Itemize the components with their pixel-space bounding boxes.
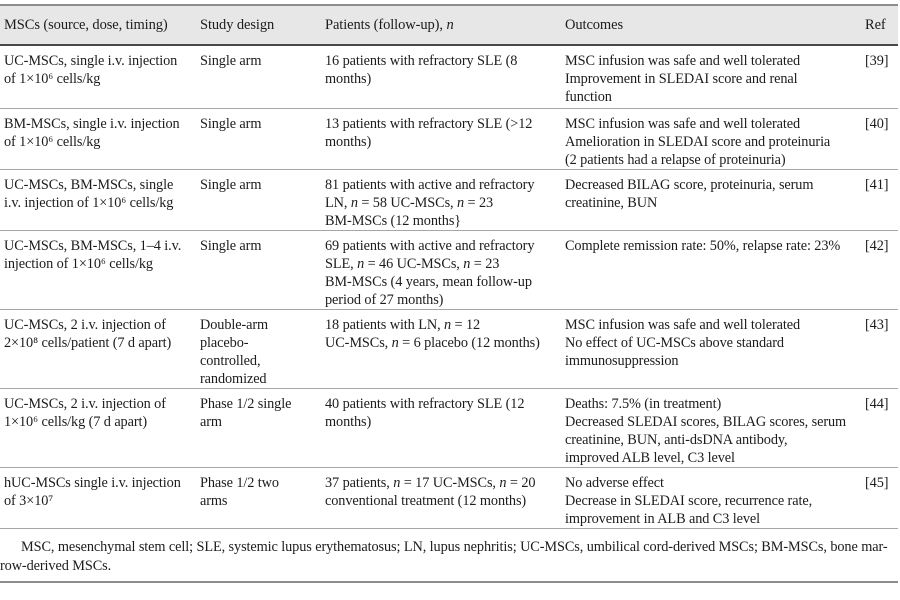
patients-cell: 18 patients with LN, n = 12 UC-MSCs, n = 6 placebo (12 months) bbox=[325, 316, 540, 351]
msc-cell: BM-MSCs, single i.v. injection of 1×10⁶ cells/kg bbox=[4, 115, 180, 150]
table-row bbox=[0, 108, 898, 169]
outcomes-cell: MSC infusion was safe and well tolerated No effect of UC-MSCs above standard immunosuppression bbox=[565, 316, 801, 369]
table-row bbox=[0, 309, 898, 388]
msc-cell: UC-MSCs, 2 i.v. injection of 2×10⁸ cells/patient (7 d apart) bbox=[4, 316, 172, 351]
study-design-cell: Phase 1/2 two arms bbox=[200, 474, 279, 509]
outcomes-cell: MSC infusion was safe and well tolerated Amelioration in SLEDAI score and proteinuria (2 patients had a relapse of proteinuria) bbox=[565, 115, 831, 168]
table-row bbox=[0, 45, 898, 108]
study-design-cell: Single arm bbox=[200, 176, 262, 193]
ref-cell: [40] bbox=[865, 115, 889, 132]
table-row bbox=[0, 169, 898, 230]
study-design-cell: Single arm bbox=[200, 237, 262, 254]
table-header bbox=[0, 5, 898, 45]
msc-cell: UC-MSCs, single i.v. injection of 1×10⁶ cells/kg bbox=[4, 53, 178, 87]
table-row bbox=[0, 388, 898, 467]
col-header-mscs: MSCs (source, dose, timing) bbox=[0, 5, 197, 45]
ref-cell: [43] bbox=[865, 316, 889, 333]
ref-cell: [45] bbox=[865, 474, 889, 491]
patients-cell: 37 patients, n = 17 UC-MSCs, n = 20 conventional treatment (12 months) bbox=[325, 474, 536, 509]
col-header-outcomes: Outcomes bbox=[562, 5, 862, 45]
table-row bbox=[0, 467, 898, 528]
outcomes-cell: Decreased BILAG score, proteinuria, serum creatinine, BUN bbox=[565, 176, 814, 211]
msc-cell: UC-MSCs, 2 i.v. injection of 1×10⁶ cells/kg (7 d apart) bbox=[4, 395, 166, 430]
ref-cell: [39] bbox=[865, 53, 889, 69]
msc-cell: UC-MSCs, BM-MSCs, single i.v. injection of 1×10⁶ cells/kg bbox=[4, 176, 174, 211]
patients-cell: 69 patients with active and refractory SLE, n = 46 UC-MSCs, n = 23 BM-MSCs (4 years, mean follow-up period of 27 months) bbox=[325, 237, 535, 308]
outcomes-cell: No adverse effect Decrease in SLEDAI score, recurrence rate, improvement in ALB and C3 level bbox=[565, 474, 813, 527]
col-header-ref: Ref bbox=[862, 5, 898, 45]
table-footnote: MSC, mesenchymal stem cell; SLE, systemic lupus erythematosus; LN, lupus nephritis; UC-MSCs, umbilical cord-derived MSCs; BM-MSCs, bone mar- row-derived MSCs. bbox=[0, 538, 888, 574]
patients-cell: 16 patients with refractory SLE (8 months) bbox=[325, 53, 518, 87]
patients-cell: 40 patients with refractory SLE (12 months) bbox=[325, 395, 525, 430]
study-design-cell: Double-arm placebo- controlled, randomized bbox=[200, 316, 269, 387]
table-header-row bbox=[0, 5, 898, 45]
outcomes-cell: Deaths: 7.5% (in treatment) Decreased SLEDAI scores, BILAG scores, serum creatinine, BUN, anti-dsDNA antibody, improved ALB level, C3 level bbox=[565, 395, 847, 466]
msc-cell: hUC-MSCs single i.v. injection of 3×10⁷ bbox=[4, 474, 181, 509]
ref-cell: [44] bbox=[865, 395, 889, 412]
patients-cell: 81 patients with active and refractory LN, n = 58 UC-MSCs, n = 23 BM-MSCs (12 months} bbox=[325, 176, 535, 229]
clinical-trials-table bbox=[0, 4, 898, 529]
bottom-rule bbox=[0, 581, 898, 583]
table-body bbox=[0, 45, 898, 528]
outcomes-cell: Complete remission rate: 50%, relapse rate: 23% bbox=[565, 237, 841, 254]
study-design-cell: Single arm bbox=[200, 53, 262, 69]
msc-cell: UC-MSCs, BM-MSCs, 1–4 i.v. injection of 1×10⁶ cells/kg bbox=[4, 237, 182, 272]
study-design-cell: Single arm bbox=[200, 115, 262, 132]
table-row bbox=[0, 230, 898, 309]
col-header-patients: Patients (follow-up), n bbox=[322, 5, 562, 45]
outcomes-cell: MSC infusion was safe and well tolerated Improvement in SLEDAI score and renal function bbox=[565, 53, 801, 105]
study-design-cell: Phase 1/2 single arm bbox=[200, 395, 292, 430]
col-header-study-design: Study design bbox=[197, 5, 322, 45]
patients-cell: 13 patients with refractory SLE (>12 months) bbox=[325, 115, 533, 150]
ref-cell: [41] bbox=[865, 176, 889, 193]
ref-cell: [42] bbox=[865, 237, 889, 254]
